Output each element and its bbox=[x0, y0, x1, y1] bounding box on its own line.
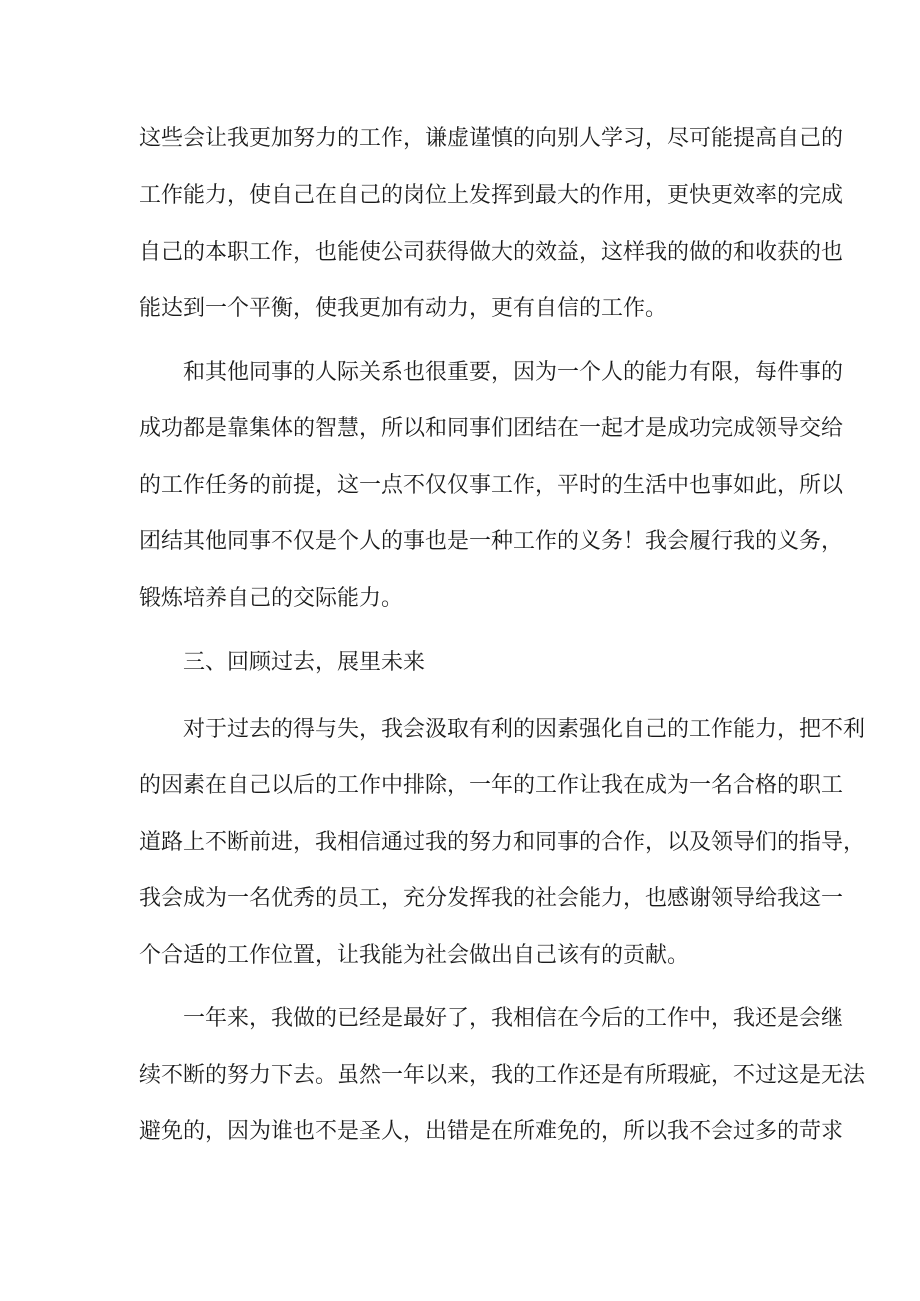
paragraph-3-line-3: 道路上不断前进，我相信通过我的努力和同事的合作，以及领导们的指导， bbox=[139, 830, 866, 855]
paragraph-3-line-2: 的因素在自己以后的工作中排除，一年的工作让我在成为一名合格的职工 bbox=[139, 773, 844, 798]
paragraph-1-line-4: 能达到一个平衡，使我更加有动力，更有自信的工作。 bbox=[139, 296, 668, 321]
paragraph-1-line-2: 工作能力，使自己在自己的岗位上发挥到最大的作用，更快更效率的完成 bbox=[139, 183, 844, 208]
paragraph-2-line-2: 成功都是靠集体的智慧，所以和同事们团结在一起才是成功完成领导交给 bbox=[139, 416, 844, 441]
paragraph-4-line-2: 续不断的努力下去。虽然一年以来，我的工作还是有所瑕疵，不过这是无法 bbox=[139, 1063, 866, 1088]
paragraph-1-line-1: 这些会让我更加努力的工作，谦虚谨慎的向别人学习，尽可能提高自己的 bbox=[139, 126, 844, 151]
paragraph-2-line-1: 和其他同事的人际关系也很重要，因为一个人的能力有限，每件事的 bbox=[183, 360, 844, 385]
paragraph-3-line-1: 对于过去的得与失，我会汲取有利的因素强化自己的工作能力，把不利 bbox=[183, 717, 866, 742]
paragraph-3-line-5: 个合适的工作位置，让我能为社会做出自己该有的贡献。 bbox=[139, 943, 690, 968]
paragraph-4-line-1: 一年来，我做的已经是最好了，我相信在今后的工作中，我还是会继 bbox=[183, 1006, 844, 1031]
paragraph-4-line-3: 避免的，因为谁也不是圣人，出错是在所难免的，所以我不会过多的苛求 bbox=[139, 1119, 844, 1144]
section-heading: 三、回顾过去，展里未来 bbox=[183, 650, 426, 675]
paragraph-3-line-4: 我会成为一名优秀的员工，充分发挥我的社会能力，也感谢领导给我这一 bbox=[139, 886, 844, 911]
paragraph-2-line-3: 的工作任务的前提，这一点不仅仅事工作，平时的生活中也事如此，所以 bbox=[139, 473, 844, 498]
paragraph-1-line-3: 自己的本职工作，也能使公司获得做大的效益，这样我的做的和收获的也 bbox=[139, 240, 844, 265]
paragraph-2-line-5: 锻炼培养自己的交际能力。 bbox=[139, 586, 404, 611]
paragraph-2-line-4: 团结其他同事不仅是个人的事也是一种工作的义务！我会履行我的义务， bbox=[139, 529, 844, 554]
